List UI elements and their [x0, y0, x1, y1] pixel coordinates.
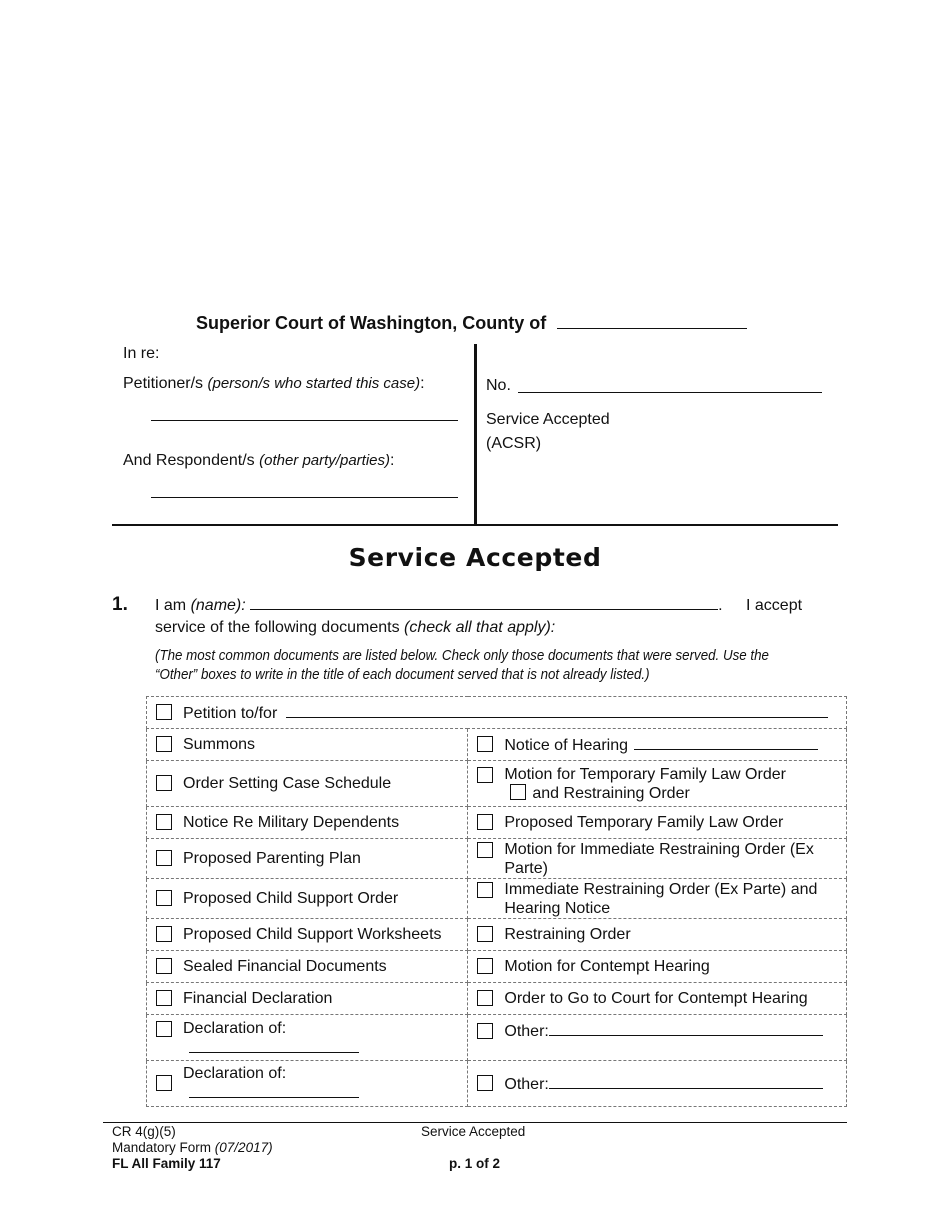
table-row [147, 839, 847, 879]
doc-restraining-order [468, 925, 846, 944]
doc-child-support-worksheets [147, 925, 467, 944]
declaration-2-checkbox[interactable] [156, 1075, 172, 1091]
doc-label: Immediate Restraining Order (Ex Parte) and Hearing Notice [504, 880, 818, 917]
i-am-text: I am [155, 597, 187, 614]
case-number-label [486, 377, 511, 395]
table-row [147, 919, 847, 951]
table-row [147, 951, 847, 983]
petitioner-colon: : [420, 375, 425, 392]
respondent-name-field[interactable] [151, 497, 458, 498]
declaration-1-checkbox[interactable] [156, 1021, 172, 1037]
petitioner-hint: (person/s who started this case) [207, 375, 421, 392]
doc-motion-temporary [468, 765, 846, 803]
case-type: Service Accepted [486, 411, 610, 428]
case-caption [112, 344, 838, 526]
service-text: service of the following documents [155, 619, 400, 636]
doc-contempt-order [468, 989, 846, 1008]
doc-proposed-temporary [468, 813, 846, 832]
name-field[interactable] [250, 609, 718, 610]
table-row [147, 1015, 847, 1061]
other-2-checkbox[interactable] [477, 1075, 493, 1091]
in-re-label: In re: [123, 345, 160, 362]
county-field[interactable] [557, 328, 747, 329]
footer-page: p. 1 of 2 [449, 1156, 501, 1171]
financial-declaration-checkbox[interactable] [156, 990, 172, 1006]
doc-label: Motion for Immediate Restraining Order (Ex Parte) [504, 840, 814, 877]
check-hint: (check all that apply): [404, 619, 556, 636]
caption-divider [474, 344, 477, 524]
doc-child-support-order [147, 889, 467, 908]
case-schedule-checkbox[interactable] [156, 775, 172, 791]
instructions-note [155, 647, 781, 685]
footer-title: Service Accepted [421, 1124, 526, 1139]
petition-checkbox[interactable] [156, 704, 172, 720]
petitioner-name-field[interactable] [151, 420, 458, 421]
doc-label: Financial Declaration [183, 990, 333, 1007]
restraining-order-checkbox[interactable] [477, 926, 493, 942]
contempt-order-checkbox[interactable] [477, 990, 493, 1006]
doc-label: Motion for Temporary Family Law Order [504, 765, 786, 783]
doc-declaration-1 [147, 1019, 467, 1058]
footer-mandatory-text: Mandatory Form [112, 1140, 212, 1155]
doc-label: Proposed Child Support Worksheets [183, 926, 442, 943]
doc-label: Order Setting Case Schedule [183, 775, 392, 792]
notice-hearing-field[interactable] [634, 735, 818, 750]
doc-label: Sealed Financial Documents [183, 958, 387, 975]
summons-checkbox[interactable] [156, 736, 172, 752]
petition-field[interactable] [286, 703, 828, 718]
doc-case-schedule [147, 774, 467, 793]
doc-label: Proposed Parenting Plan [183, 850, 361, 867]
contempt-motion-checkbox[interactable] [477, 958, 493, 974]
doc-military [147, 813, 467, 832]
doc-other-1 [468, 1021, 846, 1041]
doc-label: Motion for Contempt Hearing [504, 958, 710, 975]
parenting-plan-checkbox[interactable] [156, 850, 172, 866]
section-number: 1. [112, 594, 128, 615]
footer-rule: CR 4(g)(5) [112, 1124, 176, 1139]
footer-form-id: FL All Family 117 [112, 1156, 221, 1171]
notice-hearing-checkbox[interactable] [477, 736, 493, 752]
doc-parenting-plan [147, 849, 467, 868]
petitioner-text: Petitioner/s [123, 375, 204, 392]
respondent-label [123, 452, 394, 470]
doc-label: Order to Go to Court for Contempt Hearing [504, 990, 808, 1007]
doc-contempt-motion [468, 957, 846, 976]
restraining-sub-checkbox[interactable] [510, 784, 526, 800]
table-row [147, 1061, 847, 1107]
i-accept-text: I accept [746, 597, 803, 614]
doc-label: Other: [504, 1075, 549, 1093]
respondent-text: And Respondent/s [123, 452, 255, 469]
doc-label: Notice Re Military Dependents [183, 814, 400, 831]
proposed-temporary-checkbox[interactable] [477, 814, 493, 830]
declaration-2-field[interactable] [189, 1083, 359, 1098]
footer-divider [103, 1122, 847, 1123]
note-line-2: “Other” boxes to write in the title of each document served that is not already listed.) [155, 667, 650, 683]
child-support-order-checkbox[interactable] [156, 890, 172, 906]
doc-summons [147, 735, 467, 754]
statement-line-2 [155, 619, 555, 637]
other-1-checkbox[interactable] [477, 1023, 493, 1039]
sealed-financial-checkbox[interactable] [156, 958, 172, 974]
doc-motion-immediate [468, 840, 846, 878]
doc-label: Notice of Hearing [504, 736, 628, 754]
doc-notice-of-hearing [468, 735, 846, 755]
case-code: (ACSR) [486, 435, 542, 452]
military-checkbox[interactable] [156, 814, 172, 830]
doc-petition [147, 703, 846, 723]
restraining-sub-option [504, 784, 840, 803]
motion-temporary-checkbox[interactable] [477, 767, 493, 783]
note-line-1: (The most common documents are listed below. Check only those documents that were served. Use the [155, 648, 769, 664]
doc-immediate-restraining [468, 880, 846, 918]
doc-label: Proposed Temporary Family Law Order [504, 814, 784, 831]
table-row [147, 807, 847, 839]
declaration-1-field[interactable] [189, 1038, 359, 1053]
doc-label: Other: [504, 1023, 549, 1040]
table-row [147, 879, 847, 919]
doc-label: Summons [183, 736, 256, 753]
table-row [147, 761, 847, 807]
table-row [147, 697, 847, 729]
doc-sealed-financial [147, 957, 467, 976]
doc-other-2 [468, 1074, 846, 1094]
statement-line-1: I am (name): . [155, 597, 723, 614]
respondent-colon: : [390, 452, 395, 469]
court-heading [196, 313, 747, 334]
table-row [147, 729, 847, 761]
petitioner-label [123, 375, 425, 393]
worksheets-checkbox[interactable] [156, 926, 172, 942]
doc-label: Restraining Order [504, 926, 631, 943]
doc-label: Proposed Child Support Order [183, 890, 399, 907]
respondent-hint: (other party/parties) [259, 452, 390, 469]
immediate-restraining-checkbox[interactable] [477, 882, 493, 898]
footer-mandatory [112, 1140, 273, 1155]
name-hint: (name): [190, 597, 246, 614]
form-title: Service Accepted [348, 543, 602, 572]
court-title: Superior Court of Washington, County of [196, 313, 547, 333]
table-row [147, 983, 847, 1015]
doc-financial-declaration [147, 989, 467, 1008]
other-1-field[interactable] [549, 1021, 823, 1036]
doc-label: Declaration of: [183, 1020, 287, 1037]
restraining-sub-label: and Restraining Order [532, 784, 690, 802]
petition-label: Petition to/for [183, 704, 278, 722]
footer-mandatory-date: (07/2017) [214, 1140, 273, 1155]
other-2-field[interactable] [549, 1074, 823, 1089]
motion-immediate-checkbox[interactable] [477, 842, 493, 858]
no-label: No. [486, 377, 511, 394]
case-number-field[interactable] [518, 392, 822, 393]
doc-label: Declaration of: [183, 1065, 287, 1082]
documents-table [146, 696, 847, 1107]
doc-declaration-2 [147, 1064, 467, 1103]
